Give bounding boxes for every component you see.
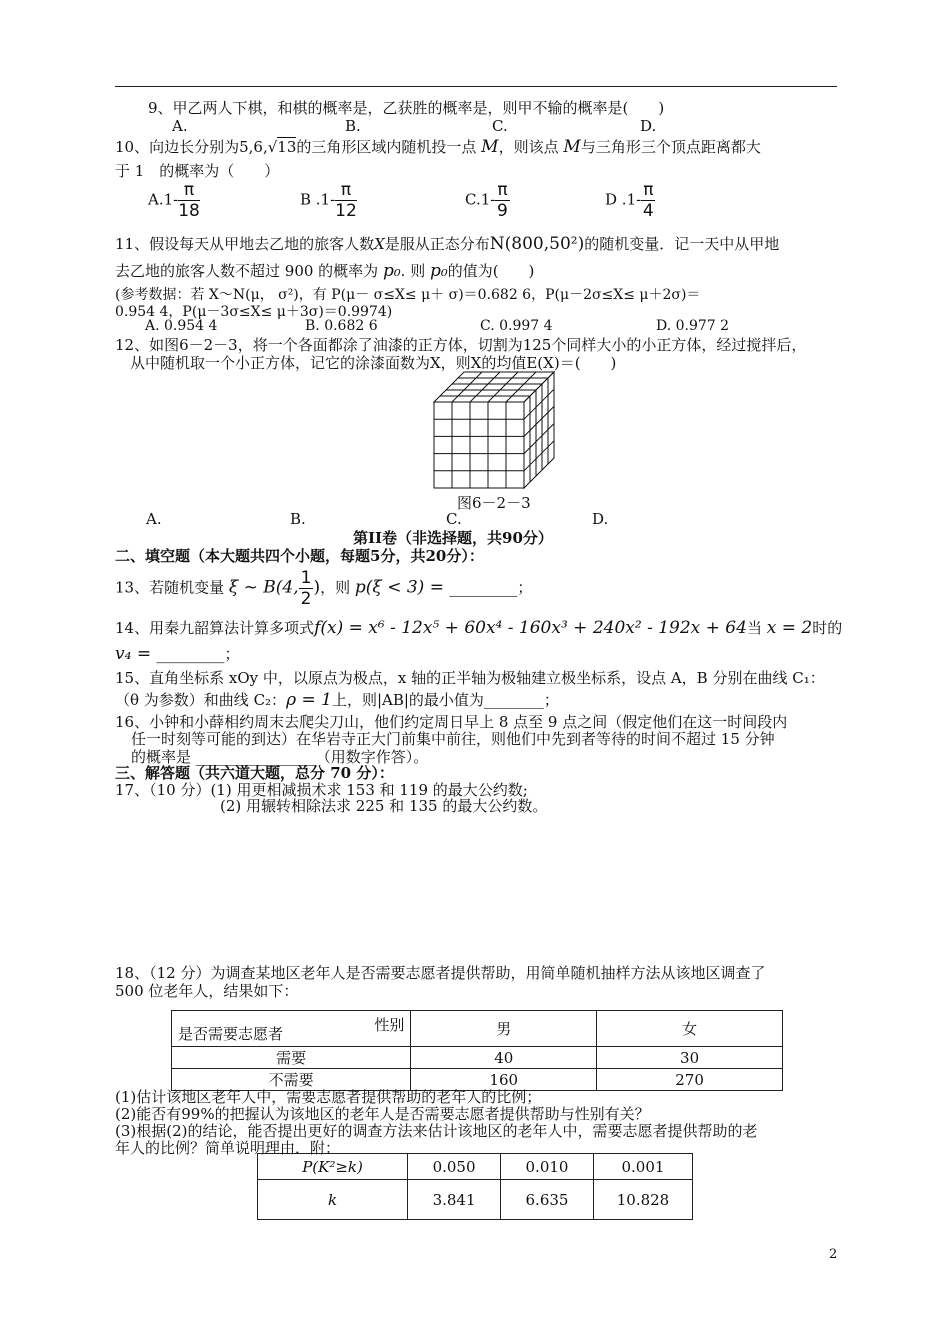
- corner-gender-label: 性别: [374, 1016, 405, 1034]
- q12-option-b: B.: [290, 510, 306, 528]
- q11-option-a: A. 0.954 4: [145, 318, 218, 334]
- q11-reference-line1: (参考数据：若 X～N(μ， σ²)，有 P(μ－ σ≤X≤ μ＋ σ)＝0.682 6，P(μ－2σ≤X≤ μ＋2σ)＝: [115, 287, 701, 303]
- section2-title: 第II卷（非选择题，共90分）: [353, 529, 553, 547]
- q17-line2: (2) 用辗转相除法求 225 和 135 的最大公约数。: [220, 797, 548, 815]
- q9-option-b: B.: [345, 117, 361, 135]
- cell: 6.635: [501, 1180, 594, 1220]
- q12-option-c: C.: [446, 510, 462, 528]
- cell: 0.010: [501, 1154, 594, 1180]
- q12-option-a: A.: [146, 510, 162, 528]
- q18-sub2: (2)能否有99%的把握认为该地区的老年人是否需要志愿者提供帮助与性别有关？: [115, 1105, 650, 1123]
- q11-option-d: D. 0.977 2: [656, 318, 730, 334]
- table-row: [172, 1047, 783, 1069]
- q11-reference-line2: 0.954 4，P(μ－3σ≤X≤ μ＋3σ)＝0.9974): [115, 304, 393, 320]
- q12-line1: 12、如图6－2－3，将一个各面都涂了油漆的正方体，切割为125个同样大小的小正方体，经过搅拌后，: [115, 336, 807, 354]
- cell: 160: [411, 1069, 597, 1091]
- q15-line2: （θ 为参数）和曲线 C₂：ρ = 1上，则|AB|的最小值为________；: [115, 690, 559, 710]
- q12-option-d: D.: [592, 510, 609, 528]
- q18-sub1: (1)估计该地区老年人中，需要志愿者提供帮助的老年人的比例；: [115, 1088, 542, 1106]
- q10-option-a: A.1- $\frac{\pi}{18}$: [148, 180, 200, 221]
- cell: 30: [597, 1047, 783, 1069]
- header-female: 女: [597, 1011, 783, 1047]
- q16-line1: 16、小钟和小薛相约周末去爬尖刀山，他们约定周日早上 8 点至 9 点之间（假定他们在这一时间段内: [115, 713, 788, 731]
- header-rule: [115, 86, 837, 87]
- survey-table: [171, 1010, 783, 1091]
- row-label: 不需要: [172, 1069, 411, 1091]
- corner-need-label: 是否需要志愿者: [178, 1025, 284, 1043]
- cube-figure: [430, 370, 555, 490]
- q11-option-b: B. 0.682 6: [305, 318, 378, 334]
- page-number: 2: [829, 1247, 838, 1262]
- q10-option-d: D .1- $\frac{\pi}{4}$: [605, 180, 654, 221]
- q14-line2: v₄ = ________；: [115, 644, 240, 664]
- q9-option-a: A.: [172, 117, 188, 135]
- q9-option-d: D.: [640, 117, 657, 135]
- q9-text: 9、甲乙两人下棋，和棋的概率是，乙获胜的概率是，则甲不输的概率是( ): [148, 99, 665, 117]
- q12-line2: 从中随机取一个小正方体，记它的涂漆面数为X，则X的均值E(X)＝( ): [130, 354, 617, 372]
- cell: 0.050: [408, 1154, 501, 1180]
- q13-line: 13、若随机变量 ξ ~ B(4, $\frac{1}{2}$ )，则 p(ξ < 3) = ________；: [115, 568, 533, 609]
- survey-table-corner: [172, 1011, 411, 1047]
- cube-drawing: [430, 370, 555, 490]
- q17-line1: 17、（10 分）(1) 用更相减损术求 153 和 119 的最大公约数;: [115, 781, 528, 799]
- cell: 10.828: [593, 1180, 692, 1220]
- row-label: 需要: [172, 1047, 411, 1069]
- cell: 40: [411, 1047, 597, 1069]
- q11-line1: 11、假设每天从甲地去乙地的旅客人数X是服从正态分布N(800,50²)的随机变量．记一天中从甲地: [115, 234, 780, 254]
- q10-option-c: C.1- $\frac{\pi}{9}$: [465, 180, 508, 221]
- q10-line2: 于 1 的概率为（ ）: [115, 162, 280, 180]
- q16-line2: 任一时刻等可能的到达）在华岩寺正大门前集中前往，则他们中先到者等待的时间不超过 15 分钟: [131, 730, 775, 748]
- q9-option-c: C.: [492, 117, 508, 135]
- q12-figure-caption: 图6－2－3: [457, 494, 531, 512]
- table-row: [258, 1154, 693, 1180]
- part3-title: 三、解答题（共六道大题，总分 70 分）：: [115, 764, 394, 782]
- q18-sub3-line2: 年人的比例？简单说明理由．附：: [115, 1139, 341, 1157]
- q18-line1: 18、（12 分）为调查某地区老年人是否需要志愿者提供帮助，用简单随机抽样方法从该地区调查了: [115, 964, 766, 982]
- q10-option-b: B .1- $\frac{\pi}{12}$: [300, 180, 357, 221]
- q15-line1: 15、直角坐标系 xOy 中，以原点为极点，x 轴的正半轴为极轴建立极坐标系，设点 A，B 分别在曲线 C₁：: [115, 669, 825, 687]
- critical-value-table: [257, 1153, 693, 1220]
- q16-line3: 的概率是 ________________（用数字作答）。: [131, 748, 429, 766]
- q11-line2: 去乙地的旅客人数不超过 900 的概率为 p₀. 则 p₀的值为( ): [115, 261, 535, 281]
- row-label: P(K²≥k): [258, 1154, 408, 1180]
- table-row: [258, 1180, 693, 1220]
- q18-sub3-line1: (3)根据(2)的结论，能否提出更好的调查方法来估计该地区的老年人中，需要志愿者提供帮助的老: [115, 1122, 758, 1140]
- q11-option-c: C. 0.997 4: [480, 318, 553, 334]
- header-male: 男: [411, 1011, 597, 1047]
- cell: 3.841: [408, 1180, 501, 1220]
- q10-line1: 10、向边长分别为5,6,√13的三角形区域内随机投一点 M，则该点 M与三角形三个顶点距离都大: [115, 137, 761, 157]
- q14-line1: 14、用秦九韶算法计算多项式f(x) = x⁶ - 12x⁵ + 60x⁴ - 160x³ + 240x² - 192x + 64当 x = 2时的: [115, 618, 843, 638]
- part2-title: 二、填空题（本大题共四个小题，每题5分，共20分）：: [115, 547, 484, 565]
- cell: 0.001: [593, 1154, 692, 1180]
- q18-line2: 500 位老年人，结果如下：: [115, 982, 299, 1000]
- cell: 270: [597, 1069, 783, 1091]
- row-label: k: [258, 1180, 408, 1220]
